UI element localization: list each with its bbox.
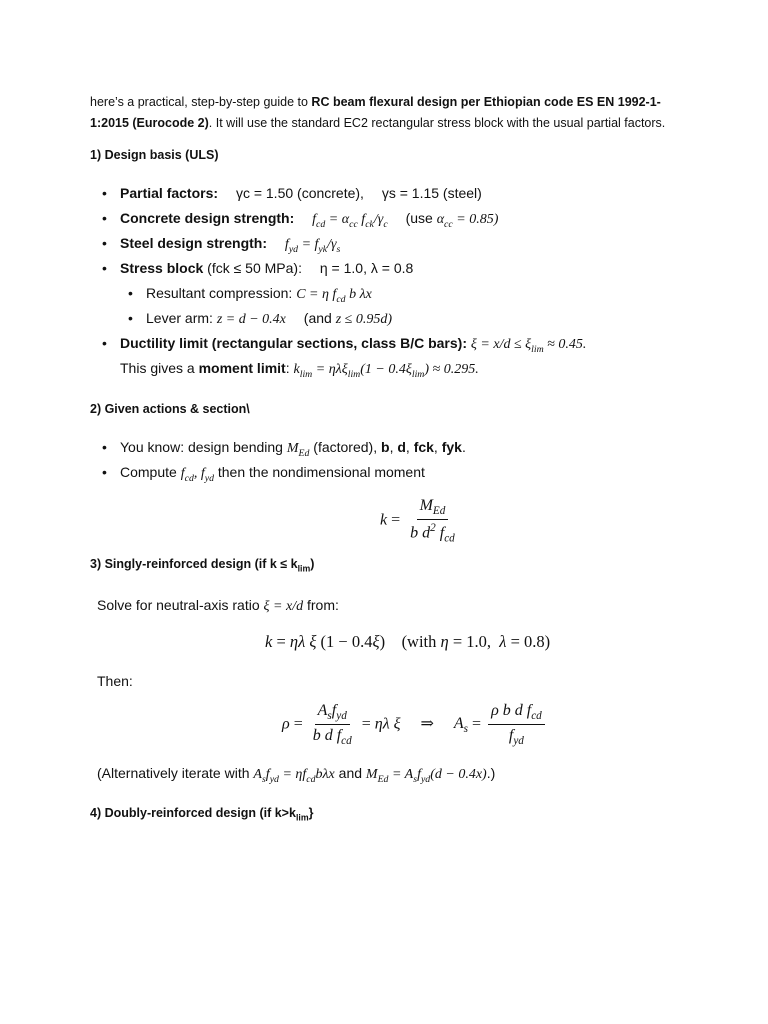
- then-label: Then:: [97, 673, 133, 689]
- ductility-limit-label: Ductility limit (rectangular sections, class B/C bars):: [120, 335, 467, 351]
- intro-prefix: here’s a practical, step-by-step guide to: [90, 95, 312, 109]
- ductility-limit-formula: $\xi = x/d \le \xi_{lim} \approx 0.45$.: [470, 337, 587, 355]
- bullet-ductility-limit: [102, 333, 586, 358]
- solve-prefix: Solve for neutral-axis ratio: [97, 597, 264, 613]
- intro-bold-title: RC beam flexural design per Ethiopian code ES EN 1992-1-1:2015 (Eurocode 2): [90, 95, 661, 130]
- bullet-concrete-strength: [102, 208, 586, 233]
- alpha-cc-formula: $\alpha_{cc} = 0.85$): [436, 212, 499, 230]
- you-know-prefix: You know: design bending: [120, 439, 287, 455]
- solve-suffix: from:: [303, 597, 339, 613]
- section-4-heading-sub: lim: [295, 812, 309, 823]
- rho-equation: ρ = $\frac{A_sf_{yd}}{b d f_{cd}}$ = ηλ ξ ⇒ $A_s$ = $\frac{\rho b d f_{cd}}{f_{yd}}$: [282, 702, 548, 747]
- symbol-fck: fck: [413, 439, 434, 455]
- resultant-compression-formula: C = η $f_{cd}$ b λx: [296, 287, 372, 305]
- section-4-heading-prefix: 4) Doubly-reinforced design (if k>k: [90, 806, 296, 820]
- lever-arm-limit: z ≤ 0.95d): [335, 312, 393, 327]
- gamma-s-value: γs = 1.15 (steel): [381, 185, 482, 201]
- stress-block-values: η = 1.0, λ = 0.8: [319, 260, 414, 276]
- lever-arm-formula: z = d − 0.4x: [216, 312, 286, 327]
- bullet-stress-block: [102, 258, 586, 283]
- alt-formula-1: $A_sf_{yd} = \eta f_{cd}b\lambda x$: [253, 767, 335, 785]
- section-1-list: [102, 183, 586, 383]
- section-3-heading-suffix: ): [310, 557, 315, 571]
- intro-suffix: . It will use the standard EC2 rectangular stress block with the usual partial factors.: [208, 116, 666, 130]
- stress-block-label: Stress block: [120, 260, 204, 276]
- fcd-fyd-symbols: $f_{cd}$, $f_{yd}$: [180, 466, 214, 484]
- section-2-list: [102, 437, 466, 487]
- bullet-partial-factors: [102, 183, 586, 208]
- lever-arm-and: (and: [303, 310, 332, 326]
- concrete-note: (use: [405, 210, 433, 226]
- symbol-b: b: [381, 439, 390, 455]
- partial-factors-label: Partial factors:: [120, 185, 219, 201]
- moment-limit-formula: $k_{lim} = \eta\lambda\xi_{lim}(1 - 0.4\xi_{lim}) \approx 0.295$.: [293, 362, 479, 380]
- solve-line: [97, 597, 339, 615]
- bullet-resultant-compression: [102, 283, 586, 308]
- bullet-you-know: • You know: design bending $M_{Ed}$ (factored), b, d, fck, fyk.: [102, 437, 466, 462]
- bullet-steel-strength: [102, 233, 586, 258]
- section-1-heading: 1) Design basis (ULS): [90, 148, 219, 162]
- bullet-lever-arm: [102, 308, 586, 333]
- concrete-strength-formula: $f_{cd} = \alpha_{cc}$ $f_{ck}/\gamma_c$: [312, 212, 388, 230]
- moment-limit-prefix: This gives a: [120, 360, 199, 376]
- intro-paragraph: [90, 92, 690, 134]
- section-4-heading: [90, 806, 313, 823]
- concrete-strength-label: Concrete design strength:: [120, 210, 295, 226]
- resultant-compression-label: Resultant compression:: [146, 285, 293, 301]
- section-3-heading: [90, 557, 314, 574]
- steel-strength-formula: $f_{yd} = f_{yk}/\gamma_s$: [284, 237, 341, 255]
- section-4-heading-suffix: }: [308, 806, 314, 820]
- xi-definition: ξ = x/d: [263, 599, 304, 614]
- alt-formula-2: $M_{Ed} = A_sf_{yd}(d - 0.4x)$: [365, 767, 487, 785]
- stress-block-condition: (fck ≤ 50 MPa):: [207, 260, 302, 276]
- k-equation: k = $\frac{M_{Ed}}{b d^2 f_{cd}}$: [380, 497, 455, 545]
- moment-limit-bold: moment limit: [198, 360, 286, 376]
- steel-strength-label: Steel design strength:: [120, 235, 268, 251]
- symbol-fyk: fyk: [441, 439, 462, 455]
- gamma-c-value: γc = 1.50 (concrete),: [235, 185, 364, 201]
- moment-limit-colon: :: [285, 360, 290, 376]
- lever-arm-label: Lever arm:: [146, 310, 213, 326]
- bullet-compute: [102, 462, 466, 487]
- section-3-heading-prefix: 3) Singly-reinforced design (if k ≤ k: [90, 557, 298, 571]
- k-xi-equation: k = ηλ ξ (1 − 0.4ξ) (with η = 1.0, λ = 0.8): [265, 632, 551, 651]
- moment-limit-line: [102, 358, 586, 383]
- with-text: (with: [401, 632, 437, 651]
- section-2-heading: 2) Given actions & section\: [90, 402, 250, 416]
- you-know-mid: (factored),: [309, 439, 381, 455]
- symbol-d: d: [397, 439, 406, 455]
- section-3-heading-sub: lim: [297, 563, 311, 574]
- compute-prefix: Compute: [120, 464, 181, 480]
- alt-and: and: [334, 765, 366, 781]
- alternative-line: [97, 765, 495, 785]
- compute-suffix: then the nondimensional moment: [213, 464, 425, 480]
- alt-suffix: .): [486, 765, 496, 781]
- med-symbol: $M_{Ed}$: [286, 441, 310, 459]
- alt-prefix: (Alternatively iterate with: [97, 765, 254, 781]
